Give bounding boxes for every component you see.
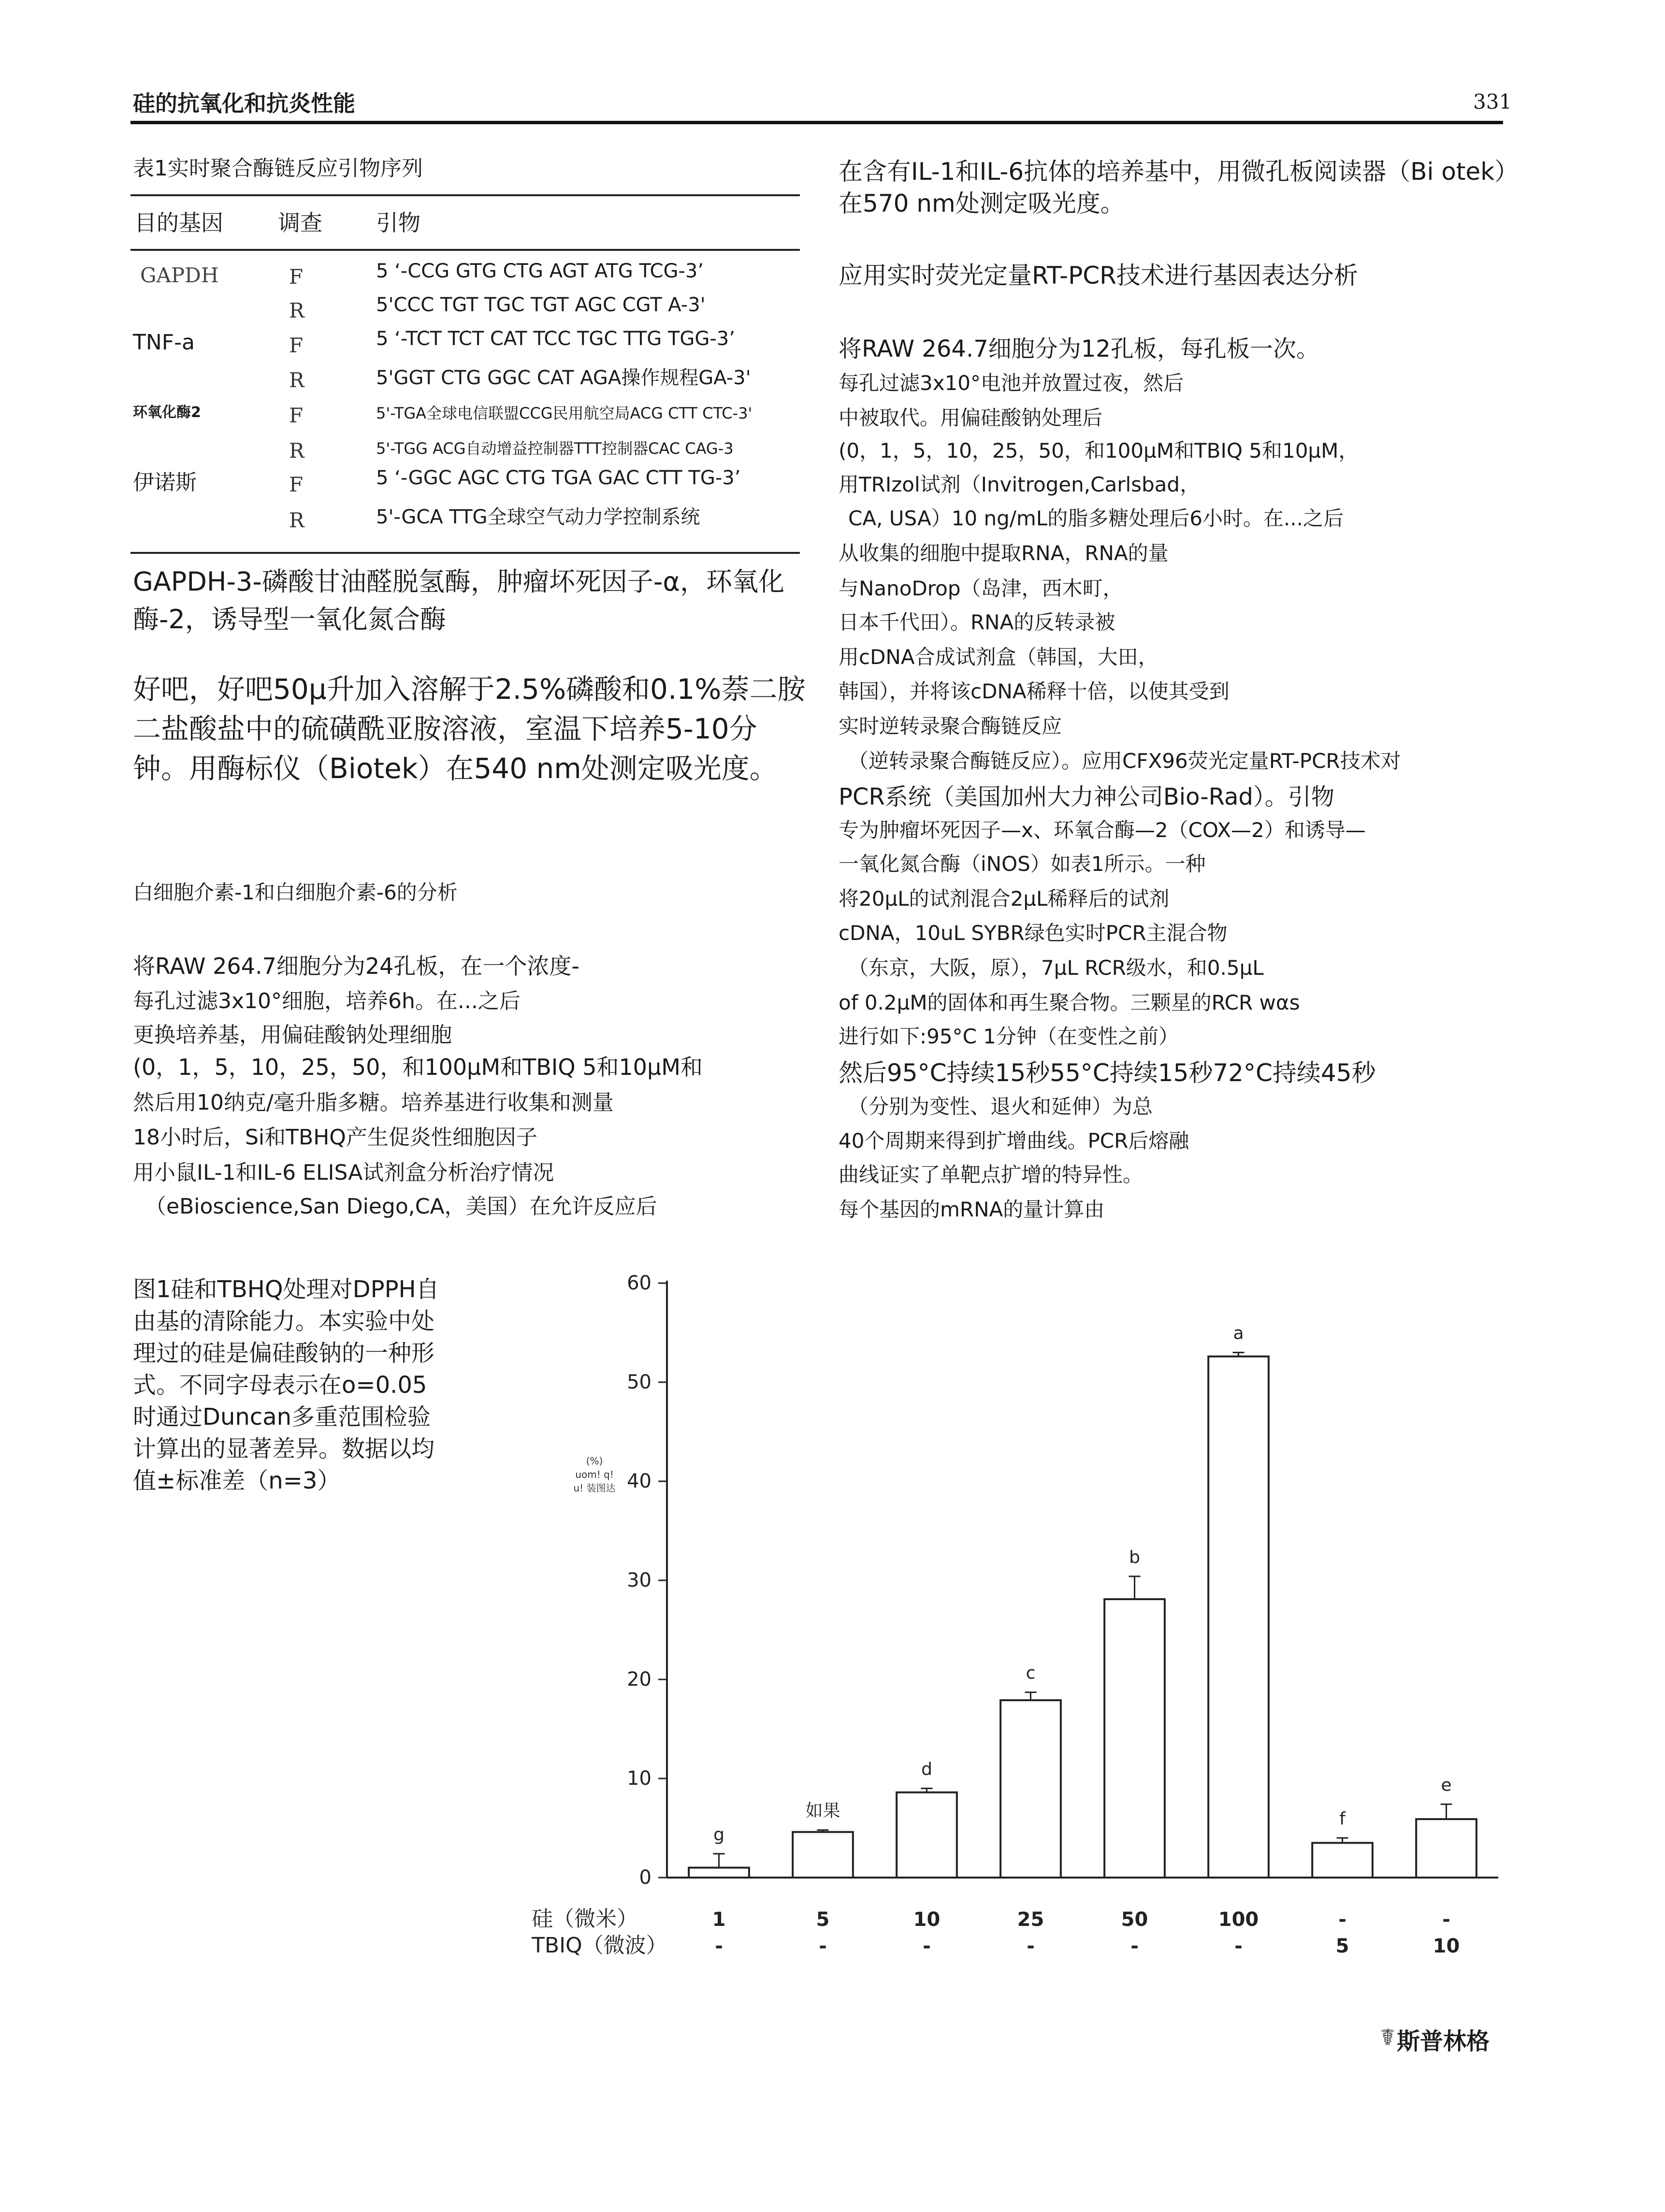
significance-letter: b xyxy=(1129,1547,1140,1567)
category-labels xyxy=(532,1907,1460,1958)
y-tick-label: 40 xyxy=(627,1470,652,1492)
body-line: 从收集的细胞中提取RNA，RNA的量 xyxy=(839,541,1169,565)
body-line: 将RAW 264.7细胞分为24孔板，在一个浓度- xyxy=(133,953,579,979)
body-line: 然后95°C持续15秒55°C持续15秒72°C持续45秒 xyxy=(839,1059,1376,1087)
body-line: 曲线证实了单靶点扩增的特异性。 xyxy=(839,1163,1144,1186)
si-category-label: 50 xyxy=(1121,1908,1148,1931)
significance-letter: d xyxy=(921,1759,932,1779)
table-header-rule xyxy=(130,249,800,251)
table-strand-cell: R xyxy=(289,439,304,463)
table-primer-cell: 5'-TGA全球电信联盟CCG民用航空局ACG CTT CTC-3' xyxy=(376,404,753,422)
body-line: 每孔过滤3x10°细胞，培养6h。在...之后 xyxy=(133,989,521,1013)
significance-letter: a xyxy=(1233,1323,1244,1344)
tbhq-category-label: 5 xyxy=(1335,1935,1349,1957)
body-line: 每个基因的mRNA的量计算由 xyxy=(839,1198,1105,1221)
table-primer-cell: 5'GGT CTG GGC CAT AGA操作规程GA-3' xyxy=(376,367,751,389)
significance-letter: 如果 xyxy=(805,1801,840,1821)
y-axis-label xyxy=(573,1455,615,1494)
body-line: 用cDNA合成试剂盒（韩国，大田， xyxy=(839,645,1158,669)
dpph-bar-chart xyxy=(532,1247,1537,1981)
tbhq-row-label: TBIQ（微波） xyxy=(532,1933,667,1958)
body-line: CA, USA）10 ng/mL的脂多糖处理后6小时。在...之后 xyxy=(848,506,1344,530)
header-rule xyxy=(130,121,1503,124)
table-strand-cell: F xyxy=(289,404,304,427)
tbhq-category-label: - xyxy=(923,1935,931,1957)
body-line: （eBioscience,San Diego,CA，美国）在允许反应后 xyxy=(145,1194,657,1219)
table-header-primer: 引物 xyxy=(376,210,420,236)
bar xyxy=(1208,1357,1269,1878)
publisher-name: 斯普林格 xyxy=(1397,2028,1490,2055)
bar xyxy=(1416,1819,1477,1878)
body-line: （东京，大阪，原），7μL RCR级水，和0.5μL xyxy=(848,956,1264,980)
significance-letter: g xyxy=(713,1824,724,1845)
y-axis xyxy=(627,1272,667,1889)
body-line: 专为肿瘤坏死因子—x、环氧合酶—2（COX—2）和诱导— xyxy=(839,818,1366,842)
bar xyxy=(689,1868,749,1878)
si-row-label: 硅（微米） xyxy=(532,1907,638,1931)
tbhq-category-label: 10 xyxy=(1433,1935,1460,1957)
section-heading-il: 白细胞介素-1和白细胞介素-6的分析 xyxy=(133,881,458,904)
body-line: 韩国），并将该cDNA稀释十倍，以使其受到 xyxy=(839,680,1230,703)
body-line: 与NanoDrop（岛津，西木町， xyxy=(839,577,1123,600)
y-tick-label: 20 xyxy=(627,1668,652,1691)
table-top-rule xyxy=(130,194,800,196)
tbhq-category-label: - xyxy=(1234,1935,1243,1957)
body-line: 40个周期来得到扩增曲线。PCR后熔融 xyxy=(839,1129,1189,1153)
si-category-label: 100 xyxy=(1218,1908,1259,1931)
body-line: （逆转录聚合酶链反应）。应用CFX96荧光定量RT-PCR技术对 xyxy=(848,749,1401,773)
tbhq-category-label: - xyxy=(1027,1935,1035,1957)
bar xyxy=(897,1793,957,1878)
body-line: 实时逆转录聚合酶链反应 xyxy=(839,714,1062,738)
table-gene-cell: 环氧化酶2 xyxy=(133,404,201,421)
elisa-paragraph: 在含有IL-1和IL-6抗体的培养基中，用微孔板阅读器（Bi otek）在570 nm处测定吸光度。 xyxy=(839,158,1507,217)
si-category-label: - xyxy=(1338,1908,1346,1931)
body-line: of 0.2μM的固体和再生聚合物。三颗星的RCR wαs xyxy=(839,991,1300,1014)
tbhq-category-label: - xyxy=(819,1935,827,1957)
body-line: 进行如下:95°C 1分钟（在变性之前） xyxy=(839,1025,1179,1048)
figure-caption: 图1硅和TBHQ处理对DPPH自由基的清除能力。本实验中处理过的硅是偏硅酸钠的一种形式。不同字母表示在o=0.05时通过Duncan多重范围检验计算出的显著差异。数据以均值±标准差（n=3） xyxy=(133,1276,439,1494)
si-category-label: 10 xyxy=(913,1908,941,1931)
significance-letter: e xyxy=(1441,1775,1452,1795)
body-line: 更换培养基，用偏硅酸钠处理细胞 xyxy=(133,1023,452,1047)
body-line: 然后用10纳克/毫升脂多糖。培养基进行收集和测量 xyxy=(133,1090,614,1115)
body-line: （分别为变性、退火和延伸）为总 xyxy=(848,1095,1153,1118)
body-line: 中被取代。用偏硅酸钠处理后 xyxy=(839,406,1103,430)
table-primer-cell: 5'CCC TGT TGC TGT AGC CGT A-3' xyxy=(376,294,706,316)
y-tick-label: 0 xyxy=(639,1866,652,1889)
si-category-label: 5 xyxy=(816,1908,830,1931)
table-primer-cell: 5'-TGG ACG自动增益控制器TTT控制器CAC CAG-3 xyxy=(376,439,734,458)
body-line: 每孔过滤3x10°电池并放置过夜，然后 xyxy=(839,371,1184,395)
table-primer-cell: 5 ‘-TCT TCT CAT TCC TGC TTG TGG-3’ xyxy=(376,328,735,350)
y-axis-label-line: u! 装图达 xyxy=(573,1482,616,1494)
table-header-gene: 目的基因 xyxy=(134,210,223,236)
y-tick-label: 60 xyxy=(627,1272,652,1294)
body-line: 一氧化氮合酶（iNOS）如表1所示。一种 xyxy=(839,852,1206,876)
section-heading-rtpcr: 应用实时荧光定量RT-PCR技术进行基因表达分析 xyxy=(839,261,1358,289)
body-line: (0，1，5，10，25，50，和100μM和TBIQ 5和10μM和 xyxy=(133,1054,703,1080)
table-strand-cell: R xyxy=(289,508,304,532)
table-strand-cell: F xyxy=(289,265,304,289)
body-line: 18小时后，Si和TBHQ产生促炎性细胞因子 xyxy=(133,1125,537,1150)
table-gene-cell: GAPDH xyxy=(140,263,219,287)
y-tick-label: 30 xyxy=(627,1569,652,1591)
table-primer-cell: 5'-GCA TTG全球空气动力学控制系统 xyxy=(376,506,700,528)
springer-horse-icon: ☤ xyxy=(1380,2024,1396,2051)
griess-paragraph: 好吧，好吧50μ升加入溶解于2.5%磷酸和0.1%萘二胺二盐酸盐中的硫磺酰亚胺溶液，室温下培养5-10分钟。用酶标仪（Biotek）在540 nm处测定吸光度。 xyxy=(133,673,806,785)
table-strand-cell: F xyxy=(289,473,304,496)
running-title: 硅的抗氧化和抗炎性能 xyxy=(133,90,355,116)
table-gene-cell: 伊诺斯 xyxy=(133,470,197,495)
bar xyxy=(1312,1843,1373,1878)
body-line: 用小鼠IL-1和IL-6 ELISA试剂盒分析治疗情况 xyxy=(133,1160,554,1185)
significance-letter: f xyxy=(1339,1809,1346,1829)
table-strand-cell: R xyxy=(289,368,304,392)
si-category-label: - xyxy=(1442,1908,1450,1931)
y-tick-label: 50 xyxy=(627,1371,652,1393)
body-line: PCR系统（美国加州大力神公司Bio-Rad）。引物 xyxy=(839,783,1334,810)
body-line: (0，1，5，10，25，50，和100μM和TBIQ 5和10μM， xyxy=(839,439,1359,463)
table-header-strand: 调查 xyxy=(278,210,322,236)
table-strand-cell: R xyxy=(289,299,304,322)
body-line: 将20μL的试剂混合2μL稀释后的试剂 xyxy=(839,887,1170,911)
tbhq-category-label: - xyxy=(1130,1935,1139,1957)
bars xyxy=(689,1324,1477,1878)
tbhq-category-label: - xyxy=(715,1935,723,1957)
si-category-label: 25 xyxy=(1017,1908,1044,1931)
body-line: 用TRIzol试剂（Invitrogen,Carlsbad， xyxy=(839,473,1201,496)
body-line: 日本千代田）。RNA的反转录被 xyxy=(839,610,1115,634)
table-bottom-rule xyxy=(130,552,800,554)
body-line: 将RAW 264.7细胞分为12孔板，每孔板一次。 xyxy=(839,335,1319,362)
table-primer-cell: 5 ‘-CCG GTG CTG AGT ATG TCG-3’ xyxy=(376,260,704,282)
y-tick-label: 10 xyxy=(627,1767,652,1790)
body-line: cDNA，10uL SYBR绿色实时PCR主混合物 xyxy=(839,921,1228,945)
bar xyxy=(1000,1700,1061,1878)
table-strand-cell: F xyxy=(289,333,304,357)
table-gene-cell: TNF-a xyxy=(133,330,195,355)
page-number: 331 xyxy=(1473,90,1512,114)
y-axis-label-line: uom! q! xyxy=(575,1469,614,1480)
table-caption: 表1实时聚合酶链反应引物序列 xyxy=(133,156,423,181)
significance-letter: c xyxy=(1026,1663,1036,1683)
si-category-label: 1 xyxy=(712,1908,726,1931)
table-primer-cell: 5 ‘-GGC AGC CTG TGA GAC CTT TG-3’ xyxy=(376,467,741,489)
bar xyxy=(1104,1599,1165,1878)
table-footnote: GAPDH-3-磷酸甘油醛脱氢酶，肿瘤坏死因子-α，环氧化酶-2，诱导型一氧化氮合酶 xyxy=(133,566,784,635)
bar xyxy=(793,1832,853,1878)
y-axis-label-line: (%) xyxy=(586,1455,603,1467)
